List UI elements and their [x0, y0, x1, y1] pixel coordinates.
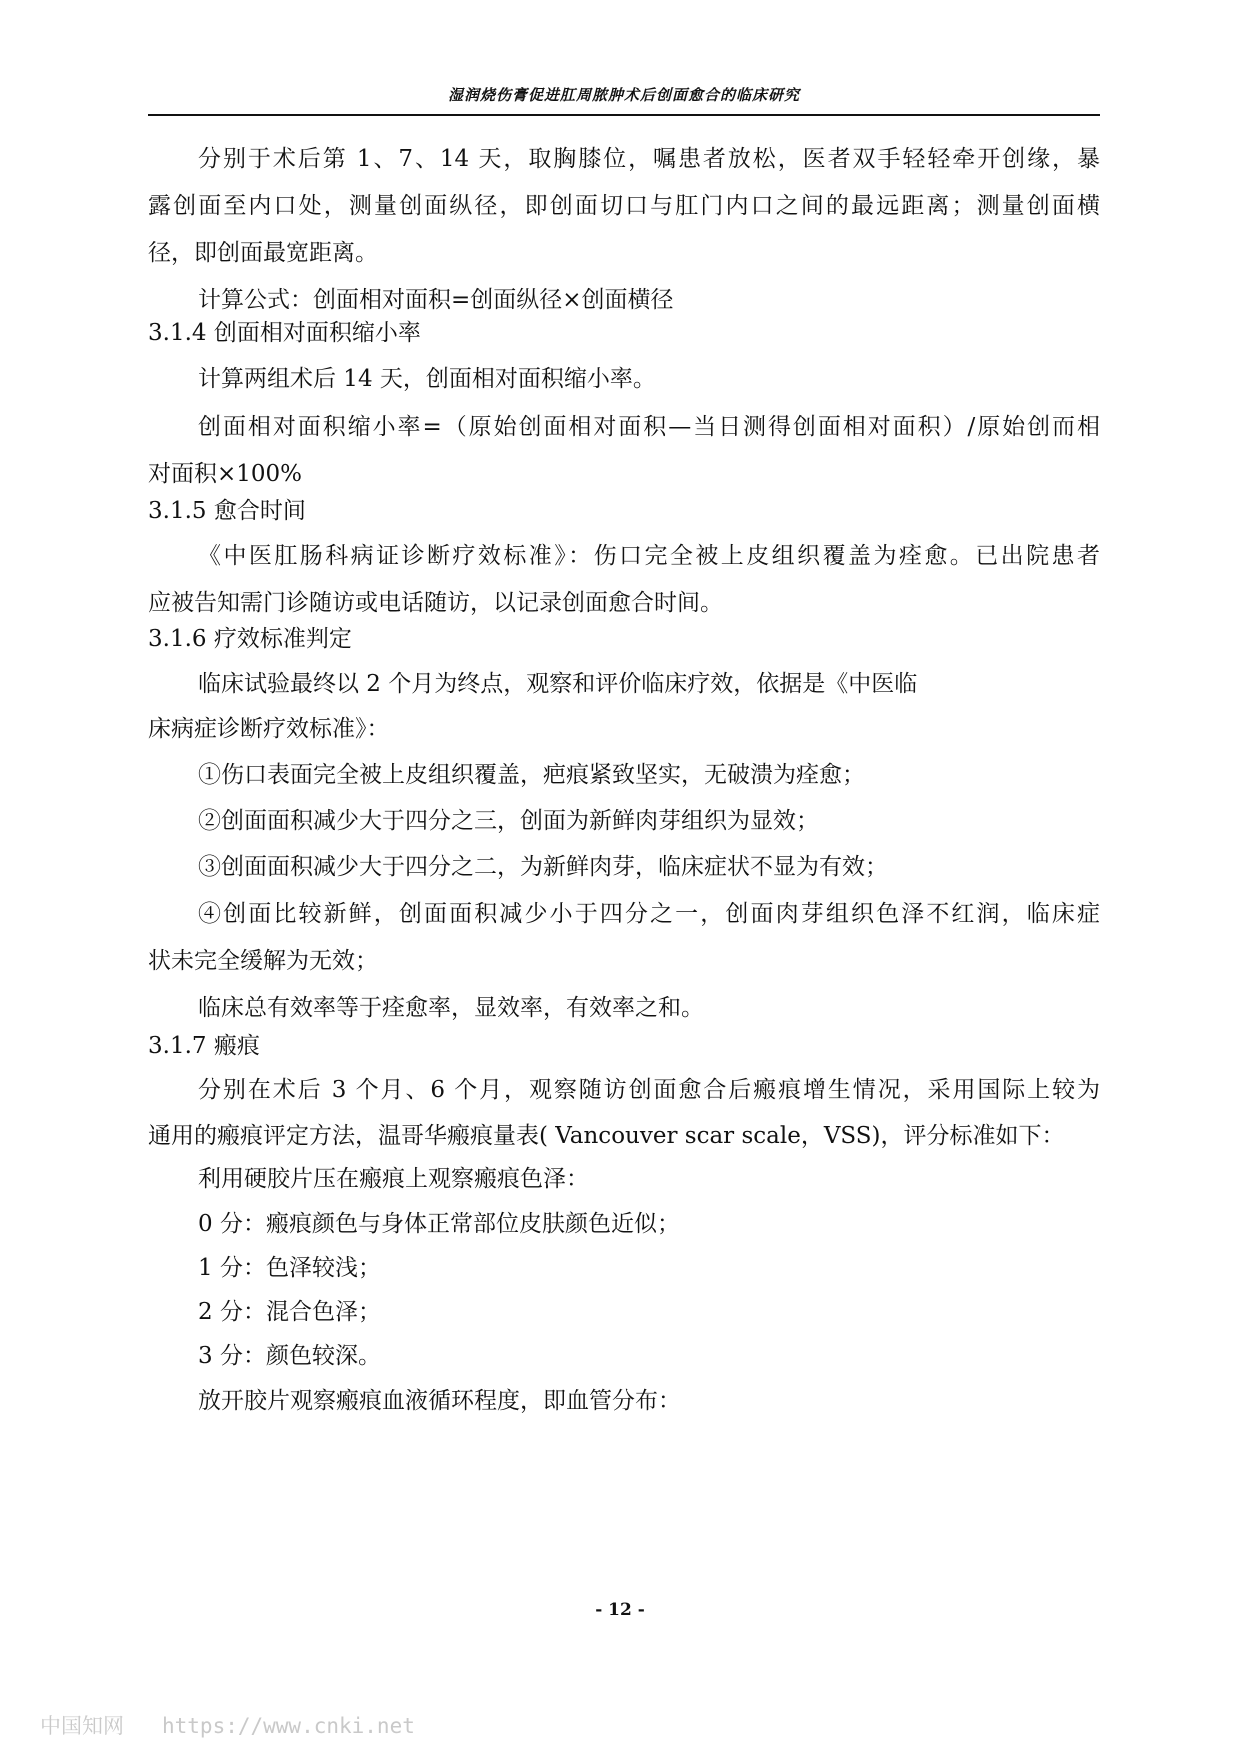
paragraph-line: 《中医肛肠科病证诊断疗效标准》：伤口完全被上皮组织覆盖为痊愈。已出院患者	[198, 543, 1100, 569]
list-item: 1 分：色泽较浅；	[198, 1255, 381, 1281]
paragraph-line: 径，即创面最宽距离。	[148, 240, 378, 266]
paragraph-line: 计算公式：创面相对面积=创面纵径×创面横径	[198, 287, 674, 313]
section-heading: 3.1.5 愈合时间	[148, 498, 306, 524]
list-item: ③创面面积减少大于四分之二，为新鲜肉芽，临床症状不显为有效；	[198, 854, 888, 880]
page-number: - 12 -	[595, 1600, 645, 1620]
watermark-url: https://www.cnki.net	[162, 1714, 415, 1738]
paragraph-line: 通用的瘢痕评定方法，温哥华瘢痕量表( Vancouver scar scale，VSS)，评分标准如下：	[148, 1123, 1065, 1149]
watermark	[40, 1710, 415, 1740]
section-heading: 3.1.4 创面相对面积缩小率	[148, 320, 421, 346]
paragraph-line: 露创面至内口处，测量创面纵径，即创面切口与肛门内口之间的最远距离；测量创面横	[148, 193, 1100, 219]
paragraph-line: 应被告知需门诊随访或电话随访，以记录创面愈合时间。	[148, 590, 723, 616]
section-heading: 3.1.7 瘢痕	[148, 1033, 260, 1059]
watermark-site-name: 中国知网	[40, 1714, 124, 1738]
paragraph-line: 分别在术后 3 个月、6 个月，观察随访创面愈合后瘢痕增生情况，采用国际上较为	[198, 1077, 1100, 1103]
list-item: 0 分：瘢痕颜色与身体正常部位皮肤颜色近似；	[198, 1211, 680, 1237]
list-item: 状未完全缓解为无效；	[148, 948, 378, 974]
paragraph-line: 对面积×100%	[148, 461, 303, 487]
list-item: 3 分：颜色较深。	[198, 1343, 381, 1369]
paragraph-line: 分别于术后第 1、7、14 天，取胸膝位，嘱患者放松，医者双手轻轻牵开创缘，暴	[198, 146, 1100, 172]
paragraph-line: 放开胶片观察瘢痕血液循环程度，即血管分布：	[198, 1388, 681, 1414]
section-heading: 3.1.6 疗效标准判定	[148, 626, 352, 652]
paragraph-line: 创面相对面积缩小率=（原始创面相对面积—当日测得创面相对面积）/原始创而相	[198, 414, 1100, 440]
list-item: ④创面比较新鲜，创面面积减少小于四分之一，创面肉芽组织色泽不红润，临床症	[198, 901, 1100, 927]
list-item: 2 分：混合色泽；	[198, 1299, 381, 1325]
paragraph-line: 计算两组术后 14 天，创面相对面积缩小率。	[198, 366, 656, 392]
running-header: 湿润烧伤膏促进肛周脓肿术后创面愈合的临床研究	[447, 86, 800, 104]
list-item: ②创面面积减少大于四分之三，创面为新鲜肉芽组织为显效；	[198, 808, 819, 834]
header-rule	[148, 114, 1100, 116]
list-item: ①伤口表面完全被上皮组织覆盖，疤痕紧致坚实，无破溃为痊愈；	[198, 762, 865, 788]
paragraph-line: 床病症诊断疗效标准》：	[148, 716, 390, 742]
paragraph-line: 临床试验最终以 2 个月为终点，观察和评价临床疗效，依据是《中医临	[198, 671, 918, 697]
paragraph-line: 利用硬胶片压在瘢痕上观察瘢痕色泽：	[198, 1166, 589, 1192]
paragraph-line: 临床总有效率等于痊愈率，显效率，有效率之和。	[198, 995, 704, 1021]
